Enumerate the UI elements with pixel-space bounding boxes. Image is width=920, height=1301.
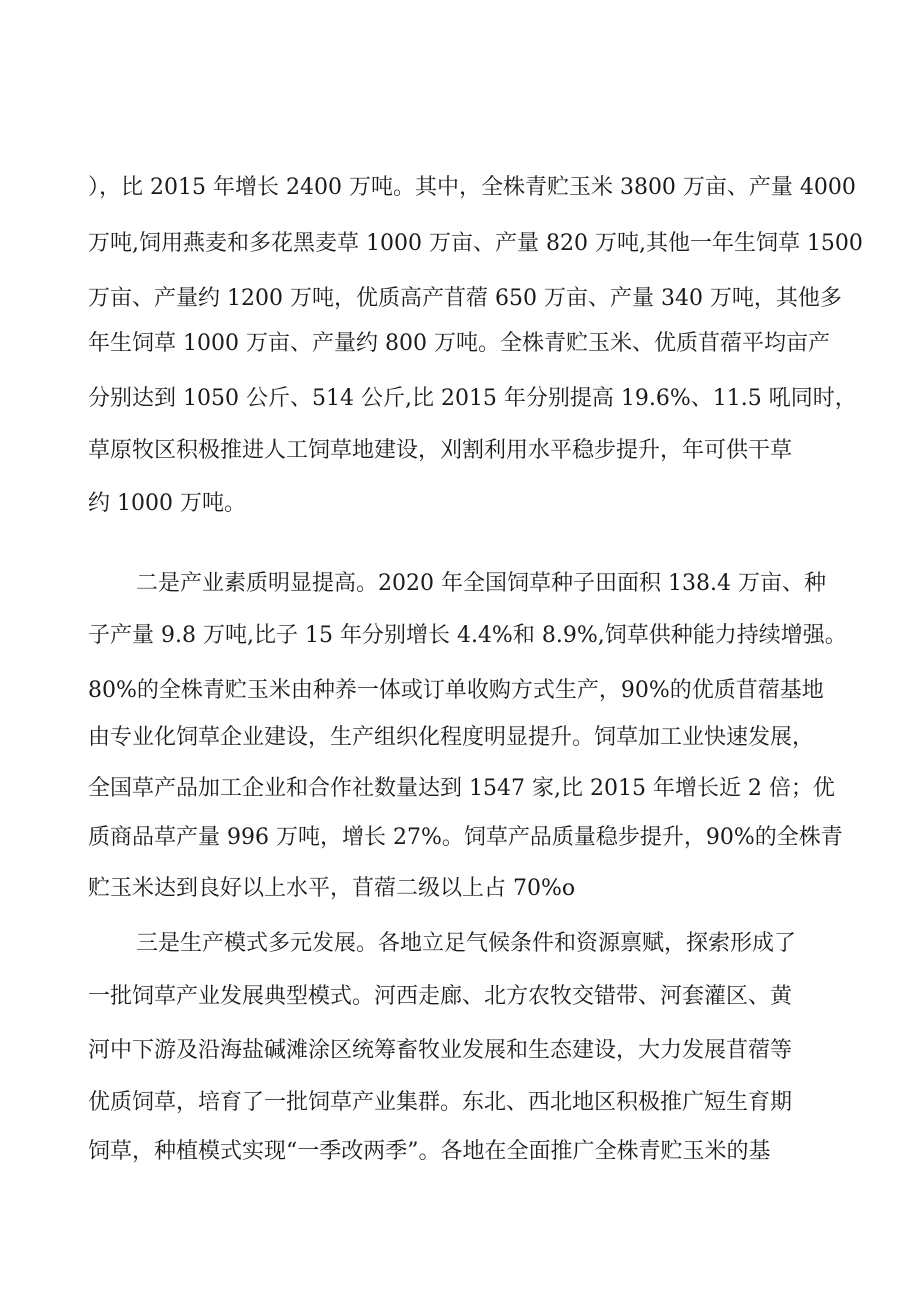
paragraph-line: 80%的全株青贮玉米由种养一体或订单收购方式生产，90%的优质苜蓿基地 xyxy=(88,678,824,703)
paragraph-line: ），比 2015 年增长 2400 万吨。其中，全株青贮玉米 3800 万亩、产量 4000 xyxy=(88,175,856,200)
paragraph-line: 优质饲草，培育了一批饲草产业集群。东北、西北地区积极推广短生育期 xyxy=(88,1090,793,1115)
paragraph-line: 贮玉米达到良好以上水平，苜蓿二级以上占 70%o xyxy=(88,876,576,901)
paragraph-line: 由专业化饲草企业建设，生产组织化程度明显提升。饲草加工业快速发展， xyxy=(88,725,815,750)
paragraph-line: 饲草，种植模式实现“一季改两季”。各地在全面推广全株青贮玉米的基 xyxy=(88,1139,771,1164)
paragraph-line: 河中下游及沿海盐碱滩涂区统筹畜牧业发展和生态建设，大力发展苜蓿等 xyxy=(88,1038,793,1063)
paragraph-line: 分别达到 1050 公斤、514 公斤,比 2015 年分别提高 19.6%、11.5 吼同时， xyxy=(88,386,857,411)
paragraph-line: 三是生产模式多元发展。各地立足气候条件和资源禀赋，探索形成了 xyxy=(136,931,797,956)
paragraph-line: 万亩、产量约 1200 万吨，优质高产苜蓿 650 万亩、产量 340 万吨，其他多 xyxy=(88,286,842,311)
paragraph-line: 一批饲草产业发展典型模式。河西走廊、北方农牧交错带、河套灌区、黄 xyxy=(88,984,793,1009)
paragraph-line: 约 1000 万吨。 xyxy=(88,491,246,516)
paragraph-line: 万吨,饲用燕麦和多花黑麦草 1000 万亩、产量 820 万吨,其他一年生饲草 1500 xyxy=(88,231,863,256)
paragraph-line: 质商品草产量 996 万吨，增长 27%。饲草产品质量稳步提升，90%的全株青 xyxy=(88,825,843,850)
paragraph-line: 草原牧区积极推进人工饲草地建设，刈割利用水平稳步提升，年可供干草 xyxy=(88,438,793,463)
paragraph-line: 子产量 9.8 万吨,比子 15 年分别增长 4.4%和 8.9%,饲草供种能力持续增强。 xyxy=(88,623,847,648)
paragraph-line: 全国草产品加工企业和合作社数量达到 1547 家,比 2015 年增长近 2 倍；优 xyxy=(88,776,835,801)
paragraph-line: 二是产业素质明显提高。2020 年全国饲草种子田面积 138.4 万亩、种 xyxy=(136,571,826,596)
paragraph-line: 年生饲草 1000 万亩、产量约 800 万吨。全株青贮玉米、优质苜蓿平均亩产 xyxy=(88,331,830,356)
